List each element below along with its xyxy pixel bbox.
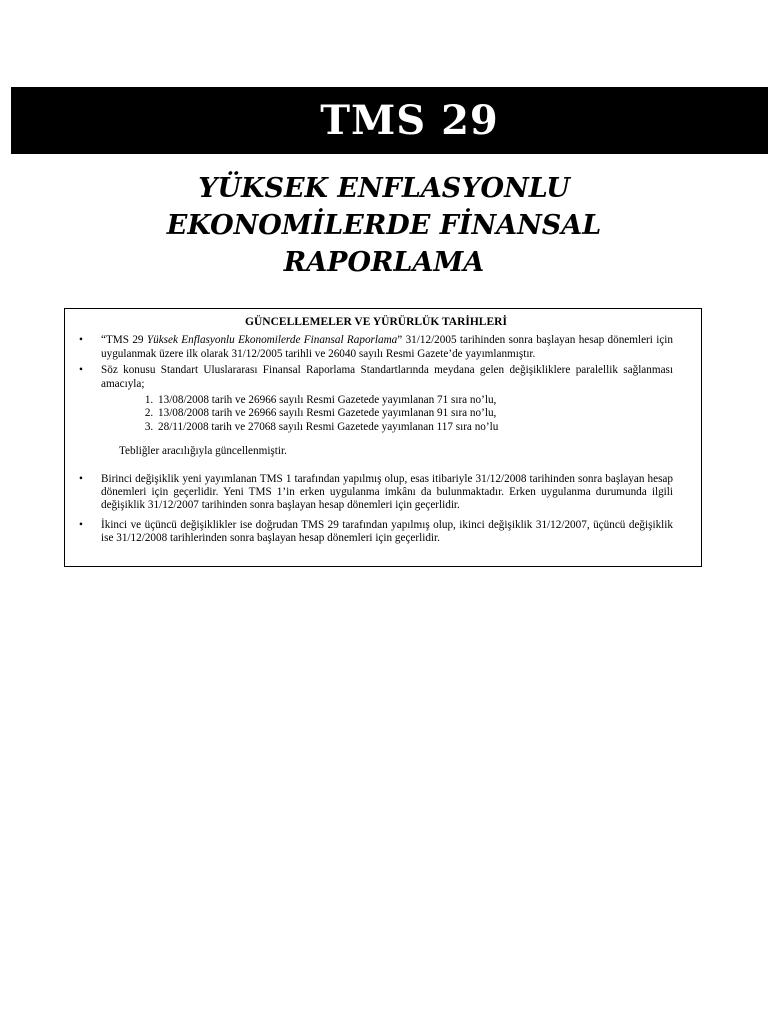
item-text-suffix: ” 31/12/2005 tarihinden sonra başlayan hesap dönemleri için uygulanmak üzere ilk olarak 31/12/2005 tarihli ve 26040 sayılı Resmi Gazete’de yayımlanmıştır. (101, 334, 674, 360)
gazette-list-item: 1. 13/08/2008 tarih ve 26966 sayılı Resmi Gazetede yayımlanan 71 sıra no’lu, (156, 394, 673, 407)
gazette-list (79, 394, 673, 434)
bullet-icon: • (79, 334, 83, 347)
gazette-list-item: 3. 28/11/2008 tarih ve 27068 sayılı Resmi Gazetede yayımlanan 117 sıra no’lu (156, 421, 673, 434)
subtitle-line: EKONOMİLERDE FİNANSAL (166, 210, 602, 241)
page-title: TMS 29 (320, 97, 499, 144)
gazette-list-item: 2. 13/08/2008 tarih ve 26966 sayılı Resmi Gazetede yayımlanan 91 sıra no’lu, (156, 407, 673, 420)
spacer (79, 459, 673, 473)
updates-title: GÜNCELLEMELER VE YÜRÜRLÜK TARİHLERİ (245, 316, 507, 328)
title-banner (11, 87, 768, 154)
bullet-icon: • (79, 364, 83, 377)
item-text-prefix: “TMS 29 (101, 334, 147, 347)
list-item (79, 334, 673, 361)
updates-box (64, 308, 702, 567)
item-text: İkinci ve üçüncü değişiklikler ise doğrudan TMS 29 tarafından yapılmış olup, ikinci değişiklik 31/12/2007, üçüncü değişiklik ise 31/12/2008 tarihlerinden sonra başlayan hesap dönemleri için geçerlidir. (101, 518, 673, 545)
item-text: Söz konusu Standart Uluslararası Finansal Raporlama Standartlarında meydana gelen değişikliklere paralellik sağlanması amacıyla; (101, 364, 673, 390)
bullet-icon: • (79, 518, 83, 531)
subtitle-line: RAPORLAMA (283, 247, 485, 278)
subtitle-line: YÜKSEK ENFLASYONLU (198, 173, 570, 204)
document-subtitle (0, 170, 768, 281)
standard-name: Yüksek Enflasyonlu Ekonomilerde Finansal Raporlama (146, 334, 398, 347)
list-item (79, 519, 673, 546)
list-item (79, 364, 673, 391)
list-item (79, 473, 673, 513)
bullet-icon: • (79, 472, 83, 485)
item-text: Birinci değişiklik yeni yayımlanan TMS 1 tarafından yapılmış olup, esas itibariyle 31/12/2008 tarihinden sonra başlayan hesap dönemleri için geçerlidir. Yeni TMS 1’in erken uygulanma imkânı da bulunmaktadır. Erken uygulanma durumunda ilgili değişiklik 31/12/2007 tarihinden sonra başlayan hesap dönemleri için geçerlidir. (101, 472, 673, 512)
update-note: Tebliğler aracılığıyla güncellenmiştir. (119, 445, 287, 458)
